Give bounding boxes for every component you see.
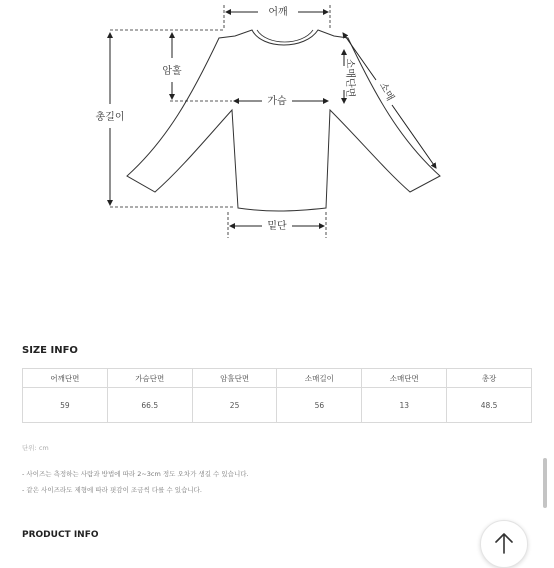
scrollbar-thumb[interactable] (543, 458, 547, 508)
hem-label: 밑단 (267, 221, 287, 232)
value-sleeve-hem: 13 (362, 388, 447, 423)
size-info-title: SIZE INFO (22, 345, 78, 356)
product-info-title: PRODUCT INFO (22, 530, 99, 540)
value-total-length: 48.5 (447, 388, 532, 423)
armhole-label: 암홀 (162, 66, 182, 77)
value-shoulder: 59 (23, 388, 108, 423)
unit-label: 단위: cm (22, 444, 49, 452)
value-sleeve-length: 56 (277, 388, 362, 423)
fit-note: - 같은 사이즈라도 제형에 따라 핏감이 조금씩 다를 수 있습니다. (22, 486, 202, 494)
size-table (22, 368, 532, 423)
arrow-up-icon (494, 531, 514, 555)
shoulder-label: 어깨 (268, 7, 288, 18)
sleeve-hem-label: 소매단면 (344, 58, 355, 98)
header-armhole: 암홀단면 (192, 369, 277, 388)
header-sleeve-length: 소매길이 (277, 369, 362, 388)
total-length-label: 총길이 (95, 112, 125, 123)
shirt-outline (127, 30, 440, 211)
header-chest: 가슴단면 (107, 369, 192, 388)
header-total-length: 총장 (447, 369, 532, 388)
header-sleeve-hem: 소매단면 (362, 369, 447, 388)
value-chest: 66.5 (107, 388, 192, 423)
size-note: - 사이즈는 측정하는 사람과 방법에 따라 2~3cm 정도 오차가 생길 수 있습니다. (22, 470, 249, 478)
header-shoulder: 어깨단면 (23, 369, 108, 388)
sleeve-label: 소매 (376, 80, 396, 103)
chest-label: 가슴 (267, 96, 287, 107)
size-diagram (0, 0, 554, 260)
scroll-to-top-button[interactable] (480, 520, 528, 568)
value-armhole: 25 (192, 388, 277, 423)
